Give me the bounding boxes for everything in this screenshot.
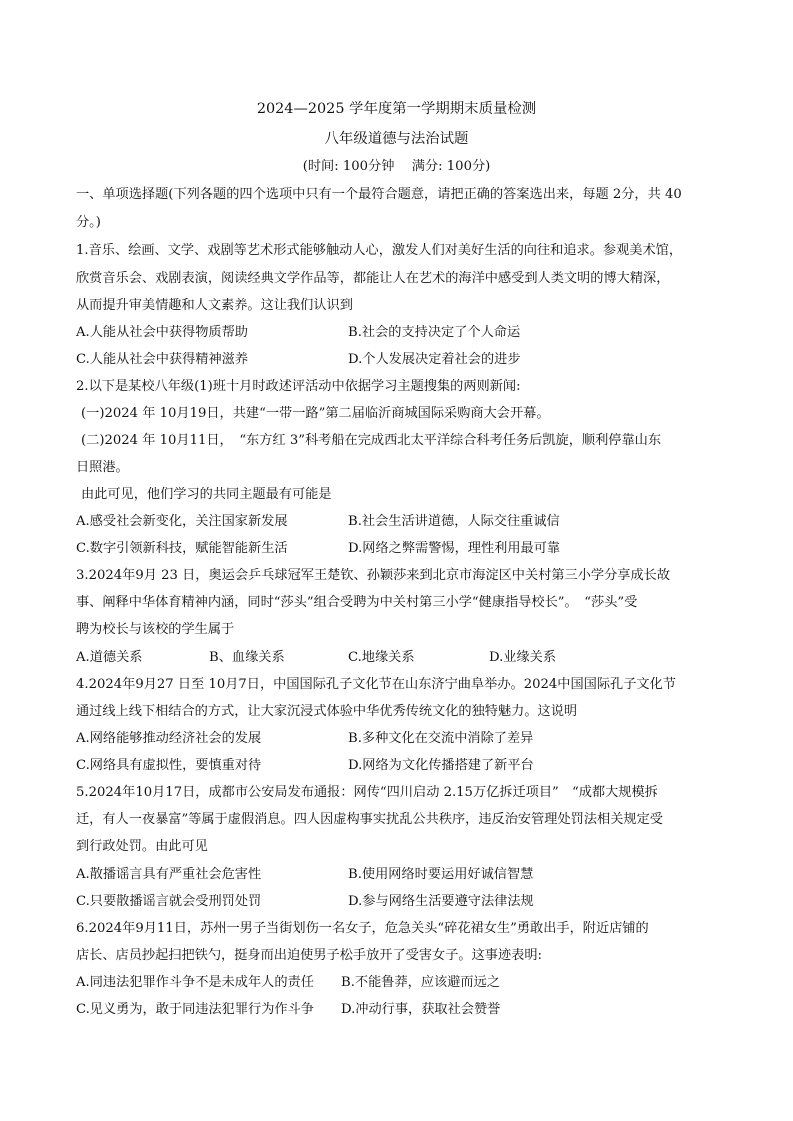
q2-option-b: B.社会生活讲道德，人际交往重诚信 — [348, 514, 560, 529]
q5-option-c: C.只要散播谣言就会受刑罚处罚 — [76, 894, 262, 909]
q2-option-a: A.感受社会新变化，关注国家新发展 — [76, 514, 288, 529]
q6-option-c: C.见义勇为，敢于同违法犯罪行为作斗争 — [76, 1002, 314, 1017]
exam-subject: 八年级道德与法治试题 — [324, 131, 469, 147]
q3-stem: 3.2024年9月 23 日，奥运会乒乓球冠军王楚钦、孙颖莎来到北京市海淀区中关村第三小学分享成长故 — [76, 568, 671, 583]
q5-option-d: D.参与网络生活要遵守法律法规 — [348, 894, 534, 909]
q6-option-a: A.同违法犯罪作斗争不是未成年人的责任 — [76, 975, 314, 990]
q4-option-b: B.多种文化在交流中消除了差异 — [348, 731, 534, 746]
q3-stem: 聘为校长与该校的学生属于 — [76, 622, 235, 637]
q1-option-b: B.社会的支持决定了个人命运 — [348, 325, 521, 340]
q4-option-c: C.网络具有虚拟性，要慎重对待 — [76, 758, 262, 773]
exam-time-info: (时间: 100分钟 满分: 100分) — [302, 159, 491, 174]
q1-stem: 欣赏音乐会、戏剧表演，阅读经典文学作品等，都能让人在艺术的海洋中感受到人类文明的博大精深， — [76, 271, 670, 286]
q4-stem: 4.2024年9月27 日至 10月7日，中国国际孔子文化节在山东济宁曲阜举办。2024中国国际孔子文化节 — [76, 677, 676, 692]
q3-option-b: B、血缘关系 — [209, 650, 285, 665]
q2-news-2: (二)2024 年 10月11日， “东方红 3”科考船在完成西北太平洋综合科考任务后凯旋，顺利停靠山东 — [81, 433, 662, 448]
q2-stem: 2.以下是某校八年级(1)班十月时政述评活动中依据学习主题搜集的两则新闻: — [76, 379, 521, 394]
q1-stem: 1.音乐、绘画、文学、戏剧等艺术形式能够触动人心，激发人们对美好生活的向往和追求。参观美术馆， — [76, 243, 683, 258]
q3-option-d: D.业缘关系 — [489, 650, 557, 665]
q1-option-a: A.人能从社会中获得物质帮助 — [76, 325, 248, 340]
q2-option-d: D.网络之弊需警惕，理性利用最可靠 — [348, 541, 561, 556]
q4-stem: 通过线上线下相结合的方式，让大家沉浸式体验中华优秀传统文化的独特魅力。这说明 — [76, 704, 578, 719]
q4-option-d: D.网络为文化传播搭建了新平台 — [348, 758, 534, 773]
q3-option-a: A.道德关系 — [76, 650, 143, 665]
q6-stem: 6.2024年9月11日，苏州一男子当街划伤一名女子，危急关头“碎花裙女生”勇敢出手，附近店铺的 — [76, 921, 649, 936]
q6-option-d: D.冲动行事，获取社会赞誉 — [341, 1002, 501, 1017]
q2-option-c: C.数字引领新科技，赋能智能新生活 — [76, 541, 288, 556]
section-heading: 一、单项选择题(下列各题的四个选项中只有一个最符合题意，请把正确的答案选出来，每题 2分，共 40 — [76, 187, 682, 202]
q5-stem: 迁，有人一夜暴富”等属于虚假消息。四人因虚构事实扰乱公共秩序，违反治安管理处罚法相关规定受 — [76, 812, 663, 827]
q6-stem: 店长、店员抄起扫把铁勺，挺身而出迫使男子松手放开了受害女子。这事迹表明: — [76, 948, 543, 963]
q2-question: 由此可见，他们学习的共同主题最有可能是 — [81, 487, 332, 502]
q6-option-b: B.不能鲁莽，应该避而远之 — [341, 975, 500, 990]
q2-news-1: (一)2024 年 10月19日，共建“一带一路”第二届临沂商城国际采购商大会开幕。 — [81, 406, 550, 421]
q3-stem: 事、阐释中华体育精神内涵，同时“莎头”组合受聘为中关村第三小学“健康指导校长”。 “莎头”受 — [76, 595, 638, 610]
q1-stem: 从而提升审美情趣和人文素养。这让我们认识到 — [76, 298, 353, 313]
q2-news-2-cont: 日照港。 — [76, 460, 129, 475]
q5-option-a: A.散播谣言具有严重社会危害性 — [76, 867, 262, 882]
q1-option-d: D.个人发展决定着社会的进步 — [348, 352, 521, 367]
q5-option-b: B.使用网络时要运用好诚信智慧 — [348, 867, 534, 882]
section-heading-cont: 分。) — [76, 215, 101, 230]
exam-title: 2024—2025 学年度第一学期期末质量检测 — [256, 101, 537, 117]
q4-option-a: A.网络能够推动经济社会的发展 — [76, 731, 262, 746]
q5-stem: 到行政处罚。由此可见 — [76, 839, 208, 854]
q5-stem: 5.2024年10月17日，成都市公安局发布通报：网传“四川启动 2.15万亿拆迁项目” “成都大规模拆 — [76, 785, 658, 800]
q1-option-c: C.人能从社会中获得精神滋养 — [76, 352, 249, 367]
q3-option-c: C.地缘关系 — [348, 650, 415, 665]
